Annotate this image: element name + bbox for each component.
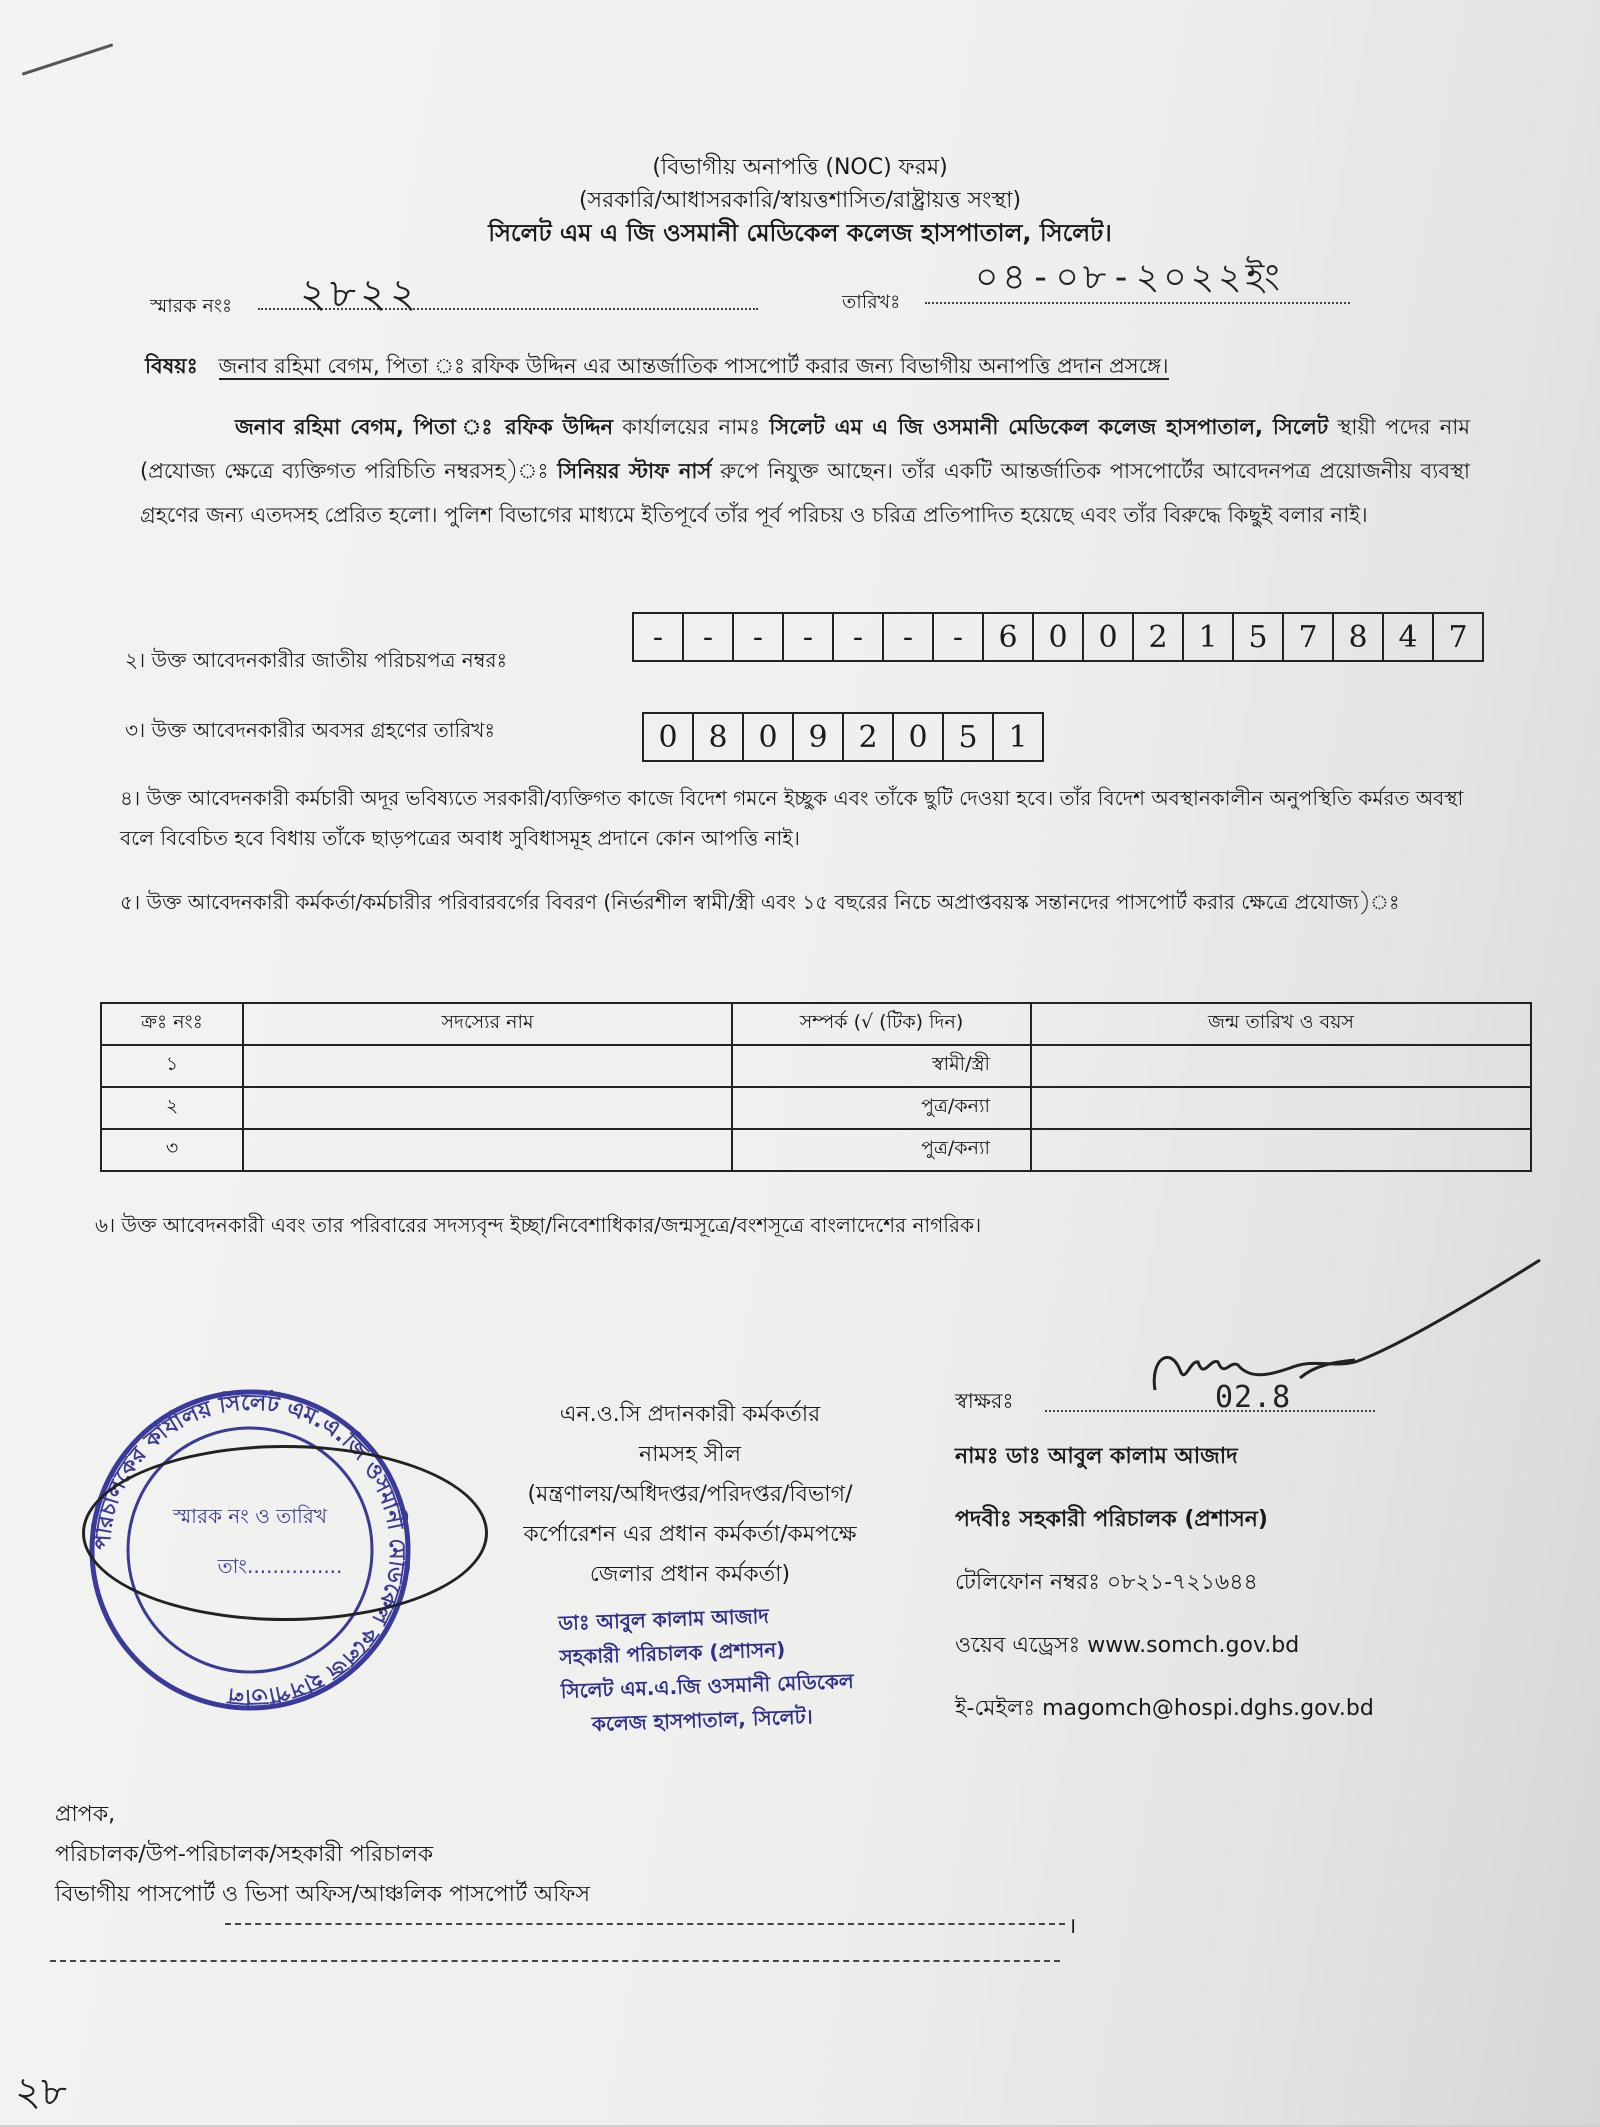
- item-6-text: ৬। উক্ত আবেদনকারী এবং তার পরিবারের সদস্যবৃন্দ ইচ্ছা/নিবেশাধিকার/জন্মসূত্রে/বংশসূত্রে বাংলাদেশের নাগরিক।: [95, 1213, 982, 1237]
- hand-drawn-oval: [82, 1445, 488, 1621]
- retirement-digit-box: 9: [794, 714, 844, 760]
- corner-handwritten-mark: ২৮: [15, 2069, 67, 2115]
- retirement-digit-boxes: [642, 712, 1044, 762]
- noc-officer-seal-caption: এন.ও.সি প্রদানকারী কর্মকর্তার নামসহ সীল (মন্ত্রণালয়/অধিদপ্তর/পরিদপ্তর/বিভাগ/ কর্পোরেশন এর প্রধান কর্মকর্তা/কমপক্ষে জেলার প্রধান কর্মকর্তা): [523, 1402, 857, 1587]
- body-paragraph: জনাব রহিমা বেগম, পিতা ঃ রফিক উদ্দিন কার্যালয়ের নামঃ সিলেট এম এ জি ওসমানী মেডিকেল কলেজ হাসপাতাল, সিলেট স্থায়ী পদের নাম (প্রযোজ্য ক্ষেত্রে ব্যক্তিগত পরিচিতি নম্বরসহ)ঃ সিনিয়র স্টাফ নার্স রুপে নিযুক্ত আছেন। তাঁর একটি আন্তর্জাতিক পাসপোর্টের আবেদনপত্র প্রয়োজনীয় ব্যবস্থা গ্রহণের জন্য এতদসহ প্রেরিত হলো। পুলিশ বিভাগের মাধ্যমে ইতিপূর্বে তাঁর পূর্ব পরিচয় ও চরিত্র প্রতিপাদিত হয়েছে এবং তাঁর বিরুদ্ধে কিছুই বলার নাই।: [140, 415, 1471, 527]
- nid-digit-box: 8: [1334, 614, 1384, 660]
- signatory-email: ই-মেইলঃ magomch@hospi.dghs.gov.bd: [955, 1696, 1374, 1721]
- retirement-digit-box: 2: [844, 714, 894, 760]
- org-types: (সরকারি/আধাসরকারি/স্বায়ত্তশাসিত/রাষ্ট্রায়ত্ত সংস্থা): [578, 188, 1022, 213]
- signatory-designation: পদবীঃ সহকারী পরিচালক (প্রশাসন): [955, 1507, 1268, 1532]
- nid-digit-box: 7: [1448, 619, 1468, 655]
- recipient-line2: বিভাগীয় পাসপোর্ট ও ভিসা অফিস/আঞ্চলিক পাসপোর্ট অফিস: [55, 1882, 591, 1907]
- date-value: ০৪-০৮-২০২২ইং: [975, 257, 1284, 298]
- nid-digit-box: -: [934, 614, 984, 660]
- recipient-label: প্রাপক,: [55, 1802, 116, 1827]
- table-row: ২ পুত্র/কন্যা: [101, 1087, 1531, 1129]
- nid-digit-box: 6: [984, 614, 1034, 660]
- nid-digit-box: 1: [1184, 614, 1234, 660]
- nid-digit-box: 0: [1034, 614, 1084, 660]
- signatory-name: নামঃ ডাঃ আবুল কালাম আজাদ: [955, 1444, 1238, 1469]
- table-row: ৩ পুত্র/কন্যা: [101, 1129, 1531, 1171]
- retirement-label: ৩। উক্ত আবেদনকারীর অবসর গ্রহণের তারিখঃ: [125, 718, 496, 742]
- retirement-digit-box: 0: [644, 714, 694, 760]
- recipient-dashed-line-1: [225, 1923, 1065, 1925]
- retirement-digit-box: 0: [894, 714, 944, 760]
- signature-label: স্বাক্ষরঃ: [955, 1389, 1014, 1413]
- nid-digit-box: 0: [1084, 614, 1134, 660]
- pen-stroke-mark: [22, 43, 113, 75]
- officer-name-stamp: ডাঃ আবুল কালাম আজাদ সহকারী পরিচালক (প্রশাসন) সিলেট এম.এ.জি ওসমানী মেডিকেল কলেজ হাসপাতাল, সিলেট।: [557, 1603, 855, 1737]
- signatory-details: [955, 1425, 1374, 1740]
- retirement-digit-box: 1: [1008, 719, 1028, 755]
- signatory-website: ওয়েব এড্রেসঃ www.somch.gov.bd: [955, 1633, 1300, 1658]
- institution-name: সিলেট এম এ জি ওসমানী মেডিকেল কলেজ হাসপাতাল, সিলেট।: [488, 219, 1112, 247]
- nid-digit-box: -: [634, 614, 684, 660]
- nid-label: ২। উক্ত আবেদনকারীর জাতীয় পরিচয়পত্র নম্বরঃ: [125, 648, 508, 672]
- item-4-text: ৪। উক্ত আবেদনকারী কর্মচারী অদূর ভবিষ্যতে সরকারী/ব্যক্তিগত কাজে বিদেশ গমনে ইচ্ছুক এবং তাঁকে ছুটি দেওয়া হবে। তাঁর বিদেশ অবস্থানকালীন অনুপস্থিতি কর্মরত অবস্থা বলে বিবেচিত হবে বিধায় তাঁকে ছাড়পত্রের অবাধ সুবিধাসমূহ প্রদানে কোন আপত্তি নাই।: [120, 786, 1464, 850]
- recipient-line-end-mark: ।: [1068, 1914, 1077, 1939]
- col-dob-age: জন্ম তারিখ ও বয়স: [1031, 1003, 1531, 1045]
- col-member-name: সদস্যের নাম: [243, 1003, 732, 1045]
- nid-digit-box: -: [734, 614, 784, 660]
- col-serial: ক্রঃ নংঃ: [101, 1003, 243, 1045]
- nid-digit-box: 4: [1384, 614, 1434, 660]
- table-header-row: [101, 1003, 1531, 1045]
- table-row: ১ স্বামী/স্ত্রী: [101, 1045, 1531, 1087]
- applicant-name: জনাব রহিমা বেগম, পিতা ঃ রফিক উদ্দিন: [235, 415, 614, 439]
- subject-text: জনাব রহিমা বেগম, পিতা ঃ রফিক উদ্দিন এর আন্তর্জাতিক পাসপোর্ট করার জন্য বিভাগীয় অনাপত্তি প্রদান প্রসঙ্গে।: [218, 354, 1169, 378]
- nid-digit-box: 7: [1284, 614, 1334, 660]
- nid-digit-box: -: [884, 614, 934, 660]
- seal-inner-line2: তাং...............: [217, 1554, 343, 1578]
- item-5-text: ৫। উক্ত আবেদনকারী কর্মকর্তা/কর্মচারীর পরিবারবর্গের বিবরণ (নির্ভরশীল স্বামী/স্ত্রী এবং ১৫ বছরের নিচে অপ্রাপ্তবয়স্ক সন্তানদের পাসপোর্ট করার ক্ষেত্রে প্রযোজ্য)ঃ: [120, 890, 1400, 914]
- nid-digit-box: -: [834, 614, 884, 660]
- retirement-digit-box: 0: [744, 714, 794, 760]
- nid-digit-box: 5: [1234, 614, 1284, 660]
- nid-digit-box: -: [684, 614, 734, 660]
- nid-digit-box: -: [784, 614, 834, 660]
- subject-line: [145, 350, 1335, 385]
- retirement-digit-box: 8: [694, 714, 744, 760]
- signature-date: 02.8: [1215, 1380, 1292, 1415]
- seal-ring-text: পরিচালকের কার্যালয় সিলেট এম.এ.জি ওসমানী মেডিকেল কলেজ হাসপাতাল: [90, 1390, 410, 1710]
- signatory-phone: টেলিফোন নম্বরঃ ০৮২১-৭২১৬৪৪: [955, 1570, 1258, 1595]
- family-table: [100, 1002, 1532, 1172]
- seal-inner-line1: স্মারক নং ও তারিখ: [173, 1504, 327, 1528]
- recipient-dashed-line-2: [50, 1960, 1060, 1962]
- handwritten-signature: [1140, 1250, 1560, 1440]
- retirement-digit-box: 5: [944, 714, 994, 760]
- memo-label: স্মারক নংঃ: [150, 295, 233, 317]
- nid-digit-box: 2: [1134, 614, 1184, 660]
- office-name: সিলেট এম এ জি ওসমানী মেডিকেল কলেজ হাসপাতাল, সিলেট: [769, 415, 1329, 439]
- recipient-line1: পরিচালক/উপ-পরিচালক/সহকারী পরিচালক: [55, 1842, 434, 1867]
- memo-number: ২৮২২: [300, 271, 420, 317]
- recipient-block: [55, 1795, 590, 1915]
- form-title: (বিভাগীয় অনাপত্তি (NOC) ফরম): [652, 155, 948, 180]
- col-relation: সম্পর্ক (√ (টিক) দিন): [732, 1003, 1031, 1045]
- subject-label: বিষয়ঃ: [145, 354, 198, 378]
- nid-digit-boxes: [632, 612, 1484, 662]
- date-label: তারিখঃ: [842, 291, 901, 313]
- post-name: সিনিয়র স্টাফ নার্স: [557, 459, 712, 483]
